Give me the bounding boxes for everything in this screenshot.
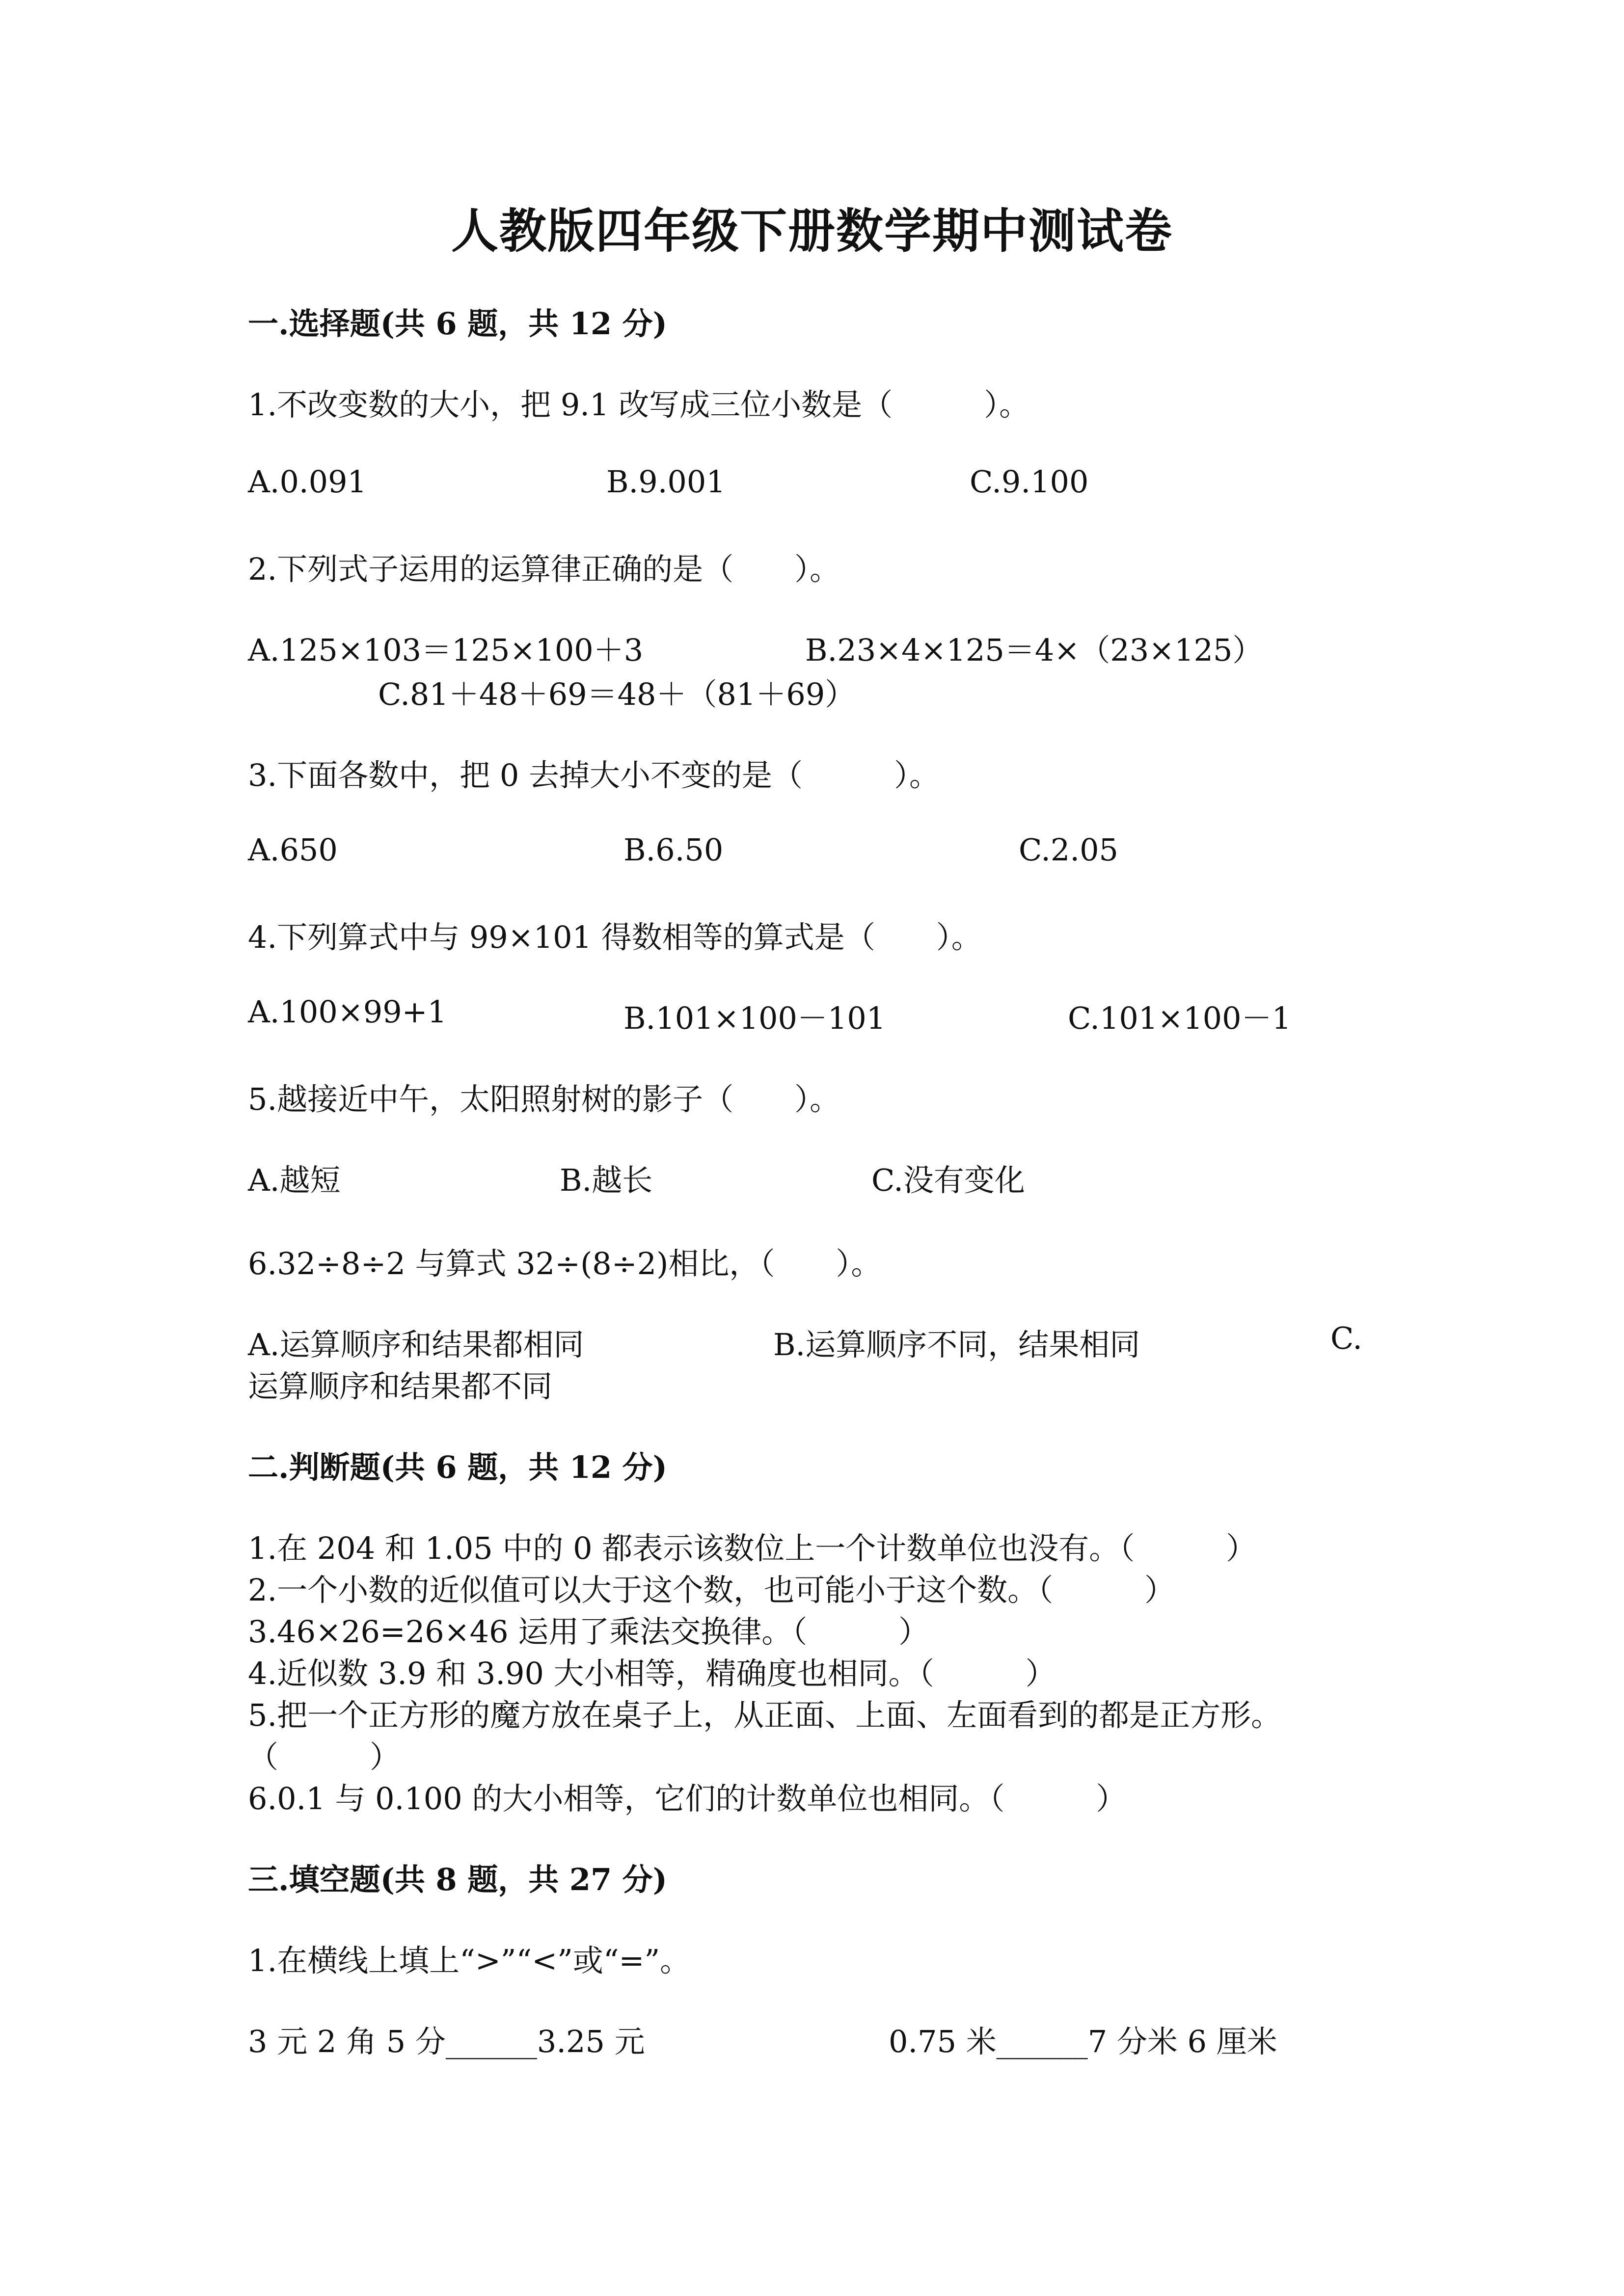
option-c-label: C. [1330, 1320, 1362, 1356]
question-stem: 6.32÷8÷2 与算式 32÷(8÷2)相比，（ ）。 [248, 1246, 882, 1281]
judgement-item: 5.把一个正方形的魔方放在桌子上，从正面、上面、左面看到的都是正方形。 [248, 1697, 1282, 1733]
option-a: A.125×103＝125×100＋3 [248, 632, 644, 668]
option-b: B.越长 [560, 1162, 653, 1198]
option-a: A.0.091 [248, 464, 367, 500]
section-heading-fill: 三.填空题(共 8 题，共 27 分) [248, 1862, 668, 1897]
judgement-item-continued: （ ） [248, 1739, 401, 1775]
question-stem: 4.下列算式中与 99×101 得数相等的算式是（ ）。 [248, 919, 982, 955]
page-title: 人教版四年级下册数学期中测试卷 [451, 203, 1173, 259]
question-stem: 1.不改变数的大小，把 9.1 改写成三位小数是（ ）。 [248, 387, 1030, 423]
fill-item-right: 0.75 米______7 分米 6 厘米 [889, 2024, 1277, 2059]
judgement-item: 2.一个小数的近似值可以大于这个数，也可能小于这个数。（ ） [248, 1572, 1175, 1608]
question-stem: 5.越接近中午，太阳照射树的影子（ ）。 [248, 1081, 840, 1117]
fill-question-stem: 1.在横线上填上“>”“<”或“=”。 [248, 1943, 691, 1978]
judgement-item: 4.近似数 3.9 和 3.90 大小相等，精确度也相同。（ ） [248, 1655, 1056, 1691]
option-c: C.101×100－1 [1068, 1000, 1292, 1036]
option-c: C.没有变化 [871, 1162, 1025, 1198]
option-c: C.81＋48＋69＝48＋（81＋69） [378, 676, 856, 712]
option-b: B.运算顺序不同，结果相同 [773, 1327, 1140, 1362]
option-c: C.2.05 [1019, 832, 1118, 868]
section-heading-choice: 一.选择题(共 6 题，共 12 分) [248, 306, 668, 342]
question-stem: 3.下面各数中，把 0 去掉大小不变的是（ ）。 [248, 757, 940, 793]
option-c-text: 运算顺序和结果都不同 [248, 1368, 553, 1404]
option-a: A.100×99+1 [248, 994, 447, 1030]
option-a: A.运算顺序和结果都相同 [248, 1327, 584, 1362]
fill-item-left: 3 元 2 角 5 分______3.25 元 [248, 2024, 645, 2059]
section-heading-judgement: 二.判断题(共 6 题，共 12 分) [248, 1449, 668, 1485]
option-b: B.6.50 [623, 832, 724, 868]
judgement-item: 3.46×26=26×46 运用了乘法交换律。（ ） [248, 1614, 929, 1650]
option-b: B.101×100－101 [623, 1000, 886, 1036]
option-c: C.9.100 [970, 464, 1089, 500]
judgement-item: 1.在 204 和 1.05 中的 0 都表示该数位上一个计数单位也没有。（ ） [248, 1530, 1257, 1566]
option-b: B.9.001 [606, 464, 726, 500]
option-a: A.越短 [248, 1162, 341, 1198]
option-a: A.650 [248, 832, 338, 868]
question-stem: 2.下列式子运用的运算律正确的是（ ）。 [248, 551, 840, 587]
judgement-item: 6.0.1 与 0.100 的大小相等，它们的计数单位也相同。（ ） [248, 1781, 1127, 1816]
option-b: B.23×4×125＝4×（23×125） [805, 632, 1263, 668]
